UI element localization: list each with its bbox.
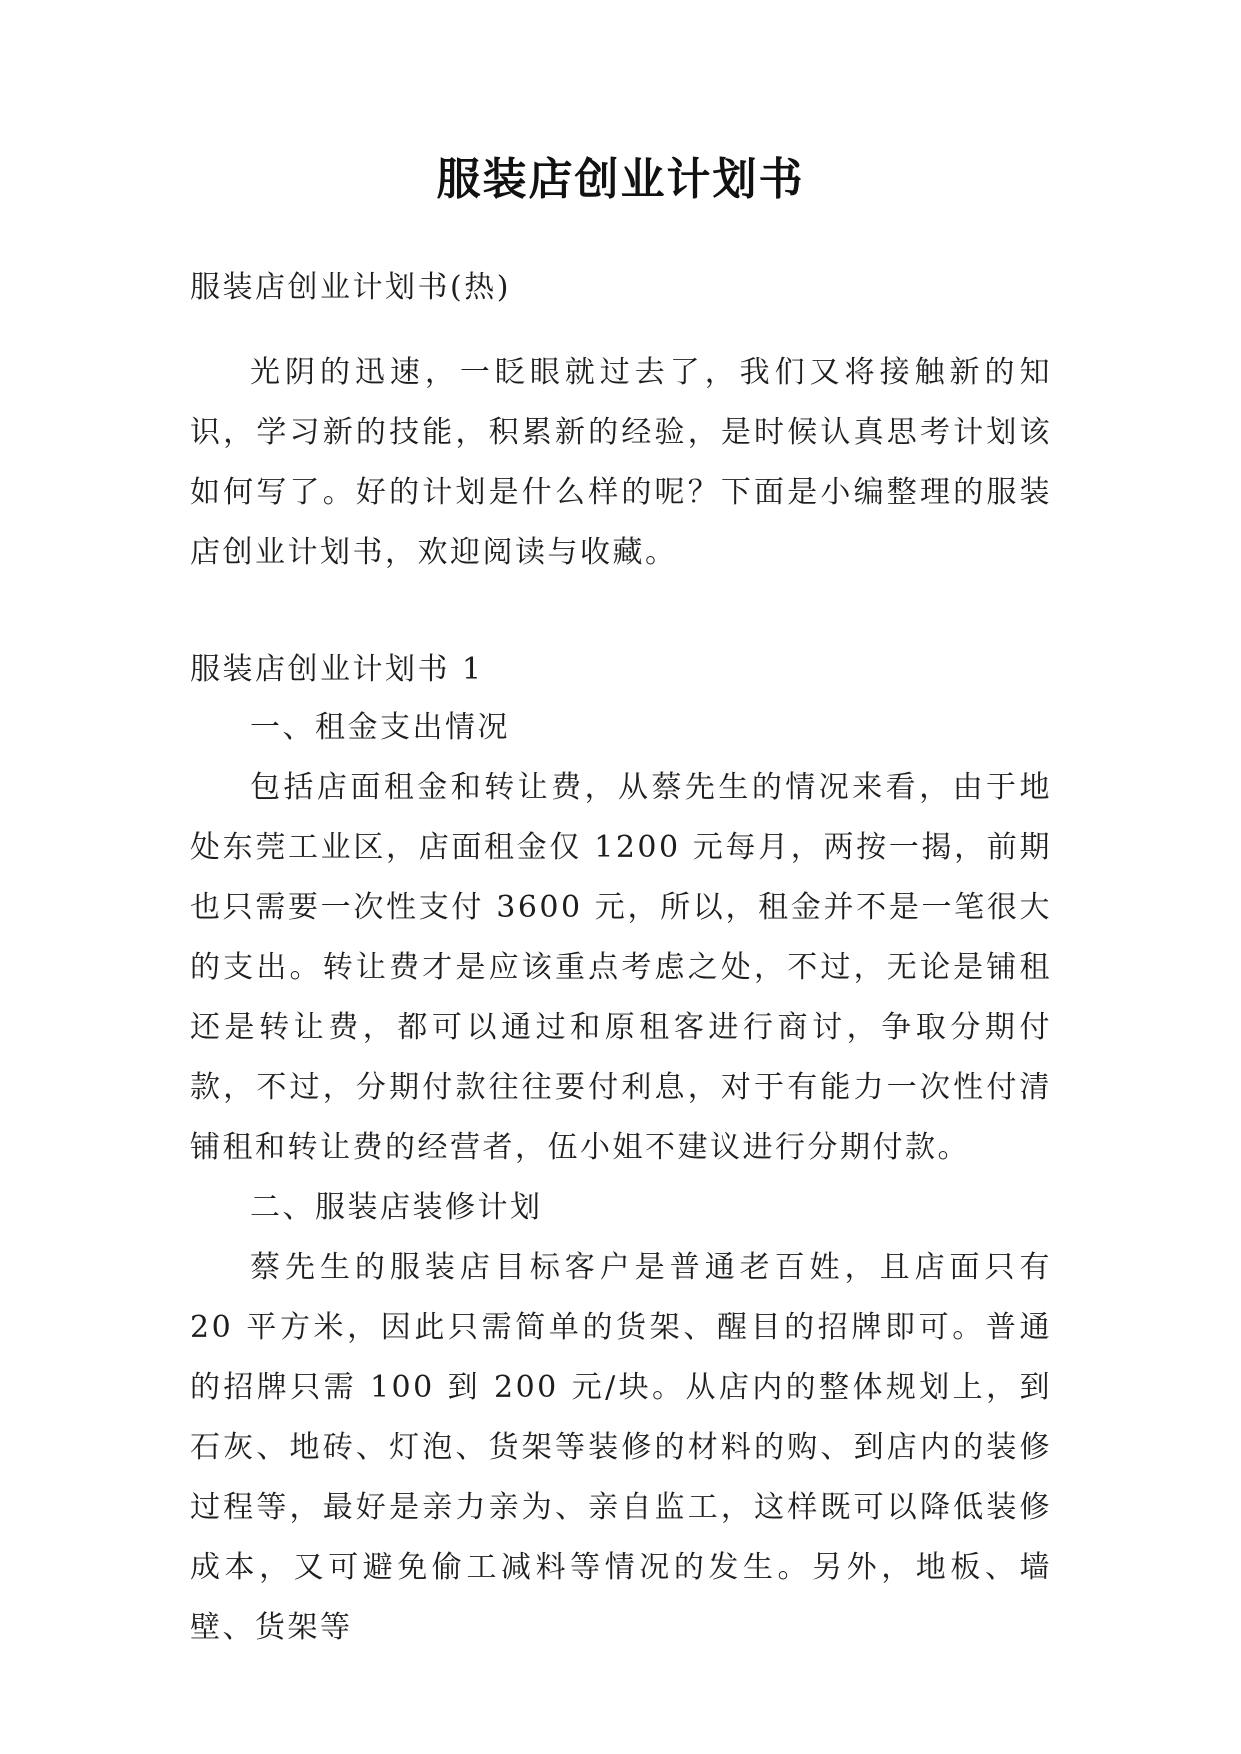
section-title: 服装店创业计划书 1 bbox=[190, 652, 484, 687]
intro-paragraph-block bbox=[190, 343, 1052, 583]
document-title: 服装店创业计划书 bbox=[436, 154, 805, 205]
intro-paragraph: 光阴的迅速，一眨眼就过去了，我们又将接触新的知识，学习新的技能，积累新的经验，是时候认真思考计划该如何写了。好的计划是什么样的呢？下面是小编整理的服装店创业计划书，欢迎阅读与收藏。 bbox=[190, 355, 1052, 570]
paragraph-renovation-plan: 蔡先生的服装店目标客户是普通老百姓，且店面只有 20 平方米，因此只需简单的货架、醒目的招牌即可。普通的招牌只需 100 到 200 元/块。从店内的整体规划上，到石灰、地砖、灯泡、货架等装修的材料的购、到店内的装修过程等，最好是亲力亲为、亲自监工，这样既可以降低装修成本，又可避免偷工减料等情况的发生。另外，地板、墙壁、货架等 bbox=[190, 1250, 1052, 1645]
heading-rent-expenses: 一、租金支出情况 bbox=[250, 710, 510, 745]
heading-renovation-plan: 二、服装店装修计划 bbox=[250, 1190, 543, 1225]
paragraph-rent-expenses: 包括店面租金和转让费，从蔡先生的情况来看，由于地处东莞工业区，店面租金仅 1200 元每月，两按一揭，前期也只需要一次性支付 3600 元，所以，租金并不是一笔很大的支出。转让费才是应该重点考虑之处，不过，无论是铺租还是转让费，都可以通过和原租客进行商讨，争取分期付款，不过，分期付款往往要付利息，对于有能力一次性付清铺租和转让费的经营者，伍小姐不建议进行分期付款。 bbox=[190, 770, 1052, 1165]
section-body bbox=[190, 698, 1052, 1658]
document-subtitle: 服装店创业计划书(热) bbox=[190, 270, 511, 305]
